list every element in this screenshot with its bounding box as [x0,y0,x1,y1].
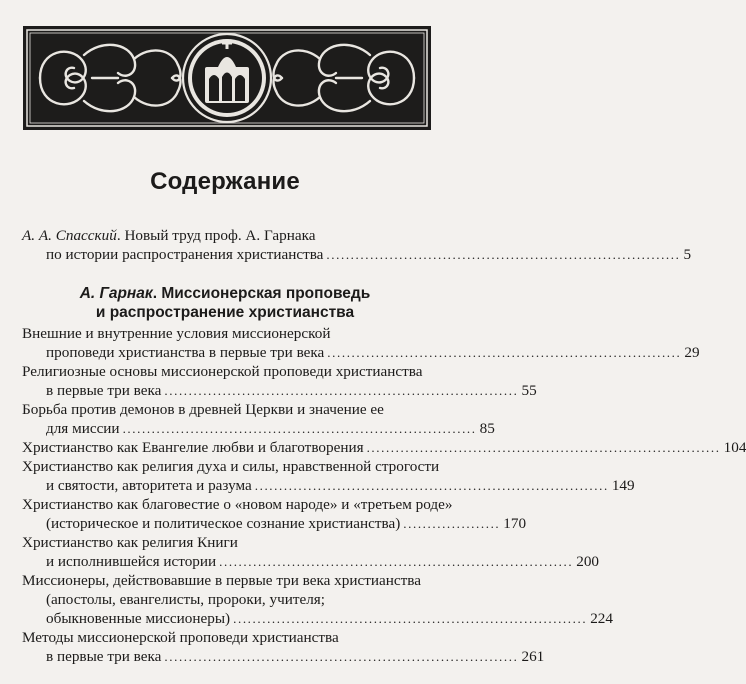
toc-entry-last-line: (историческое и политическое сознание христианства) [46,515,401,532]
toc-page-number: 149 [611,477,635,494]
ornament-graphic [22,25,432,131]
toc-page-number: 170 [503,515,527,532]
toc-entry-last-line: для миссии [46,420,120,437]
toc-entry [22,324,700,362]
toc-entry [22,533,599,571]
toc-page-number: 104 [723,439,746,456]
toc-entry-line: Христианство как религия духа и силы, нравственной строгости [22,458,440,475]
toc-page-number: 5 [683,246,692,263]
toc-entry-line: Миссионеры, действовавшие в первые три века христианства [22,572,421,589]
toc-entry-last-line: в первые три века [46,382,162,399]
intro-title-line2: по истории распространения христианства [46,246,324,263]
leader-dots: ......................................................................... [326,247,681,262]
toc-entry-last-line: обыкновенные миссионеры) [46,610,231,627]
toc-entry [22,628,545,666]
toc-entry-last-line: проповеди христианства в первые три века [46,344,325,361]
toc-entry-last-line: и святости, авторитета и разума [46,477,252,494]
leader-dots: ......................................................................... [219,554,574,569]
leader-dots: ......................................................................... [233,611,588,626]
toc-page-number: 55 [521,382,537,399]
ornamental-header-band [22,25,432,131]
toc-entry [22,457,635,495]
toc-entry [22,495,527,533]
toc-entry [22,400,495,438]
leader-dots: ......................................................................... [366,440,721,455]
section-line2: и распространение христианства [95,304,355,321]
page-title: Содержание [150,168,300,195]
toc-entry-last-line: в первые три века [46,648,162,665]
leader-dots: ......................................................................... [164,383,519,398]
toc-entry-last-line: Христианство как Евангелие любви и благотворения [22,439,364,456]
toc-entry-line: Внешние и внутренние условия миссионерской [22,325,331,342]
section-heading [0,284,450,322]
toc-page-number: 29 [684,344,700,361]
toc-page-number: 85 [479,420,495,437]
toc-entry [22,571,613,628]
toc-entry-line: Христианство как религия Книги [22,534,238,551]
toc-entry-intro [22,226,692,264]
toc-entry-line: Методы миссионерской проповеди христианства [22,629,339,646]
leader-dots: ......................................................................... [122,421,477,436]
toc-entry-line: Религиозные основы миссионерской проповеди христианства [22,363,423,380]
leader-dots: ......................................................................... [164,649,519,664]
leader-dots: .................... [403,516,501,531]
leader-dots: ......................................................................... [254,478,609,493]
section-author: А. Гарнак [79,285,153,302]
section-line1: . Миссионерская проповедь [152,285,371,302]
toc-page-number: 224 [590,610,613,627]
toc-entry-last-line: и исполнившейся истории [46,553,217,570]
toc-entry [22,438,746,457]
leader-dots: ......................................................................... [327,345,682,360]
intro-author: А. А. Спасский [22,227,117,244]
intro-title-line1: . Новый труд проф. А. Гарнака [116,227,316,244]
toc-entry-line: Христианство как благовестие о «новом народе» и «третьем роде» [22,496,453,513]
toc-entry-line: (апостолы, евангелисты, пророки, учителя; [46,591,326,608]
toc-entry-line: Борьба против демонов в древней Церкви и значение ее [22,401,384,418]
toc-entry [22,362,537,400]
toc-page-number: 261 [521,648,545,665]
toc-page-number: 200 [576,553,599,570]
